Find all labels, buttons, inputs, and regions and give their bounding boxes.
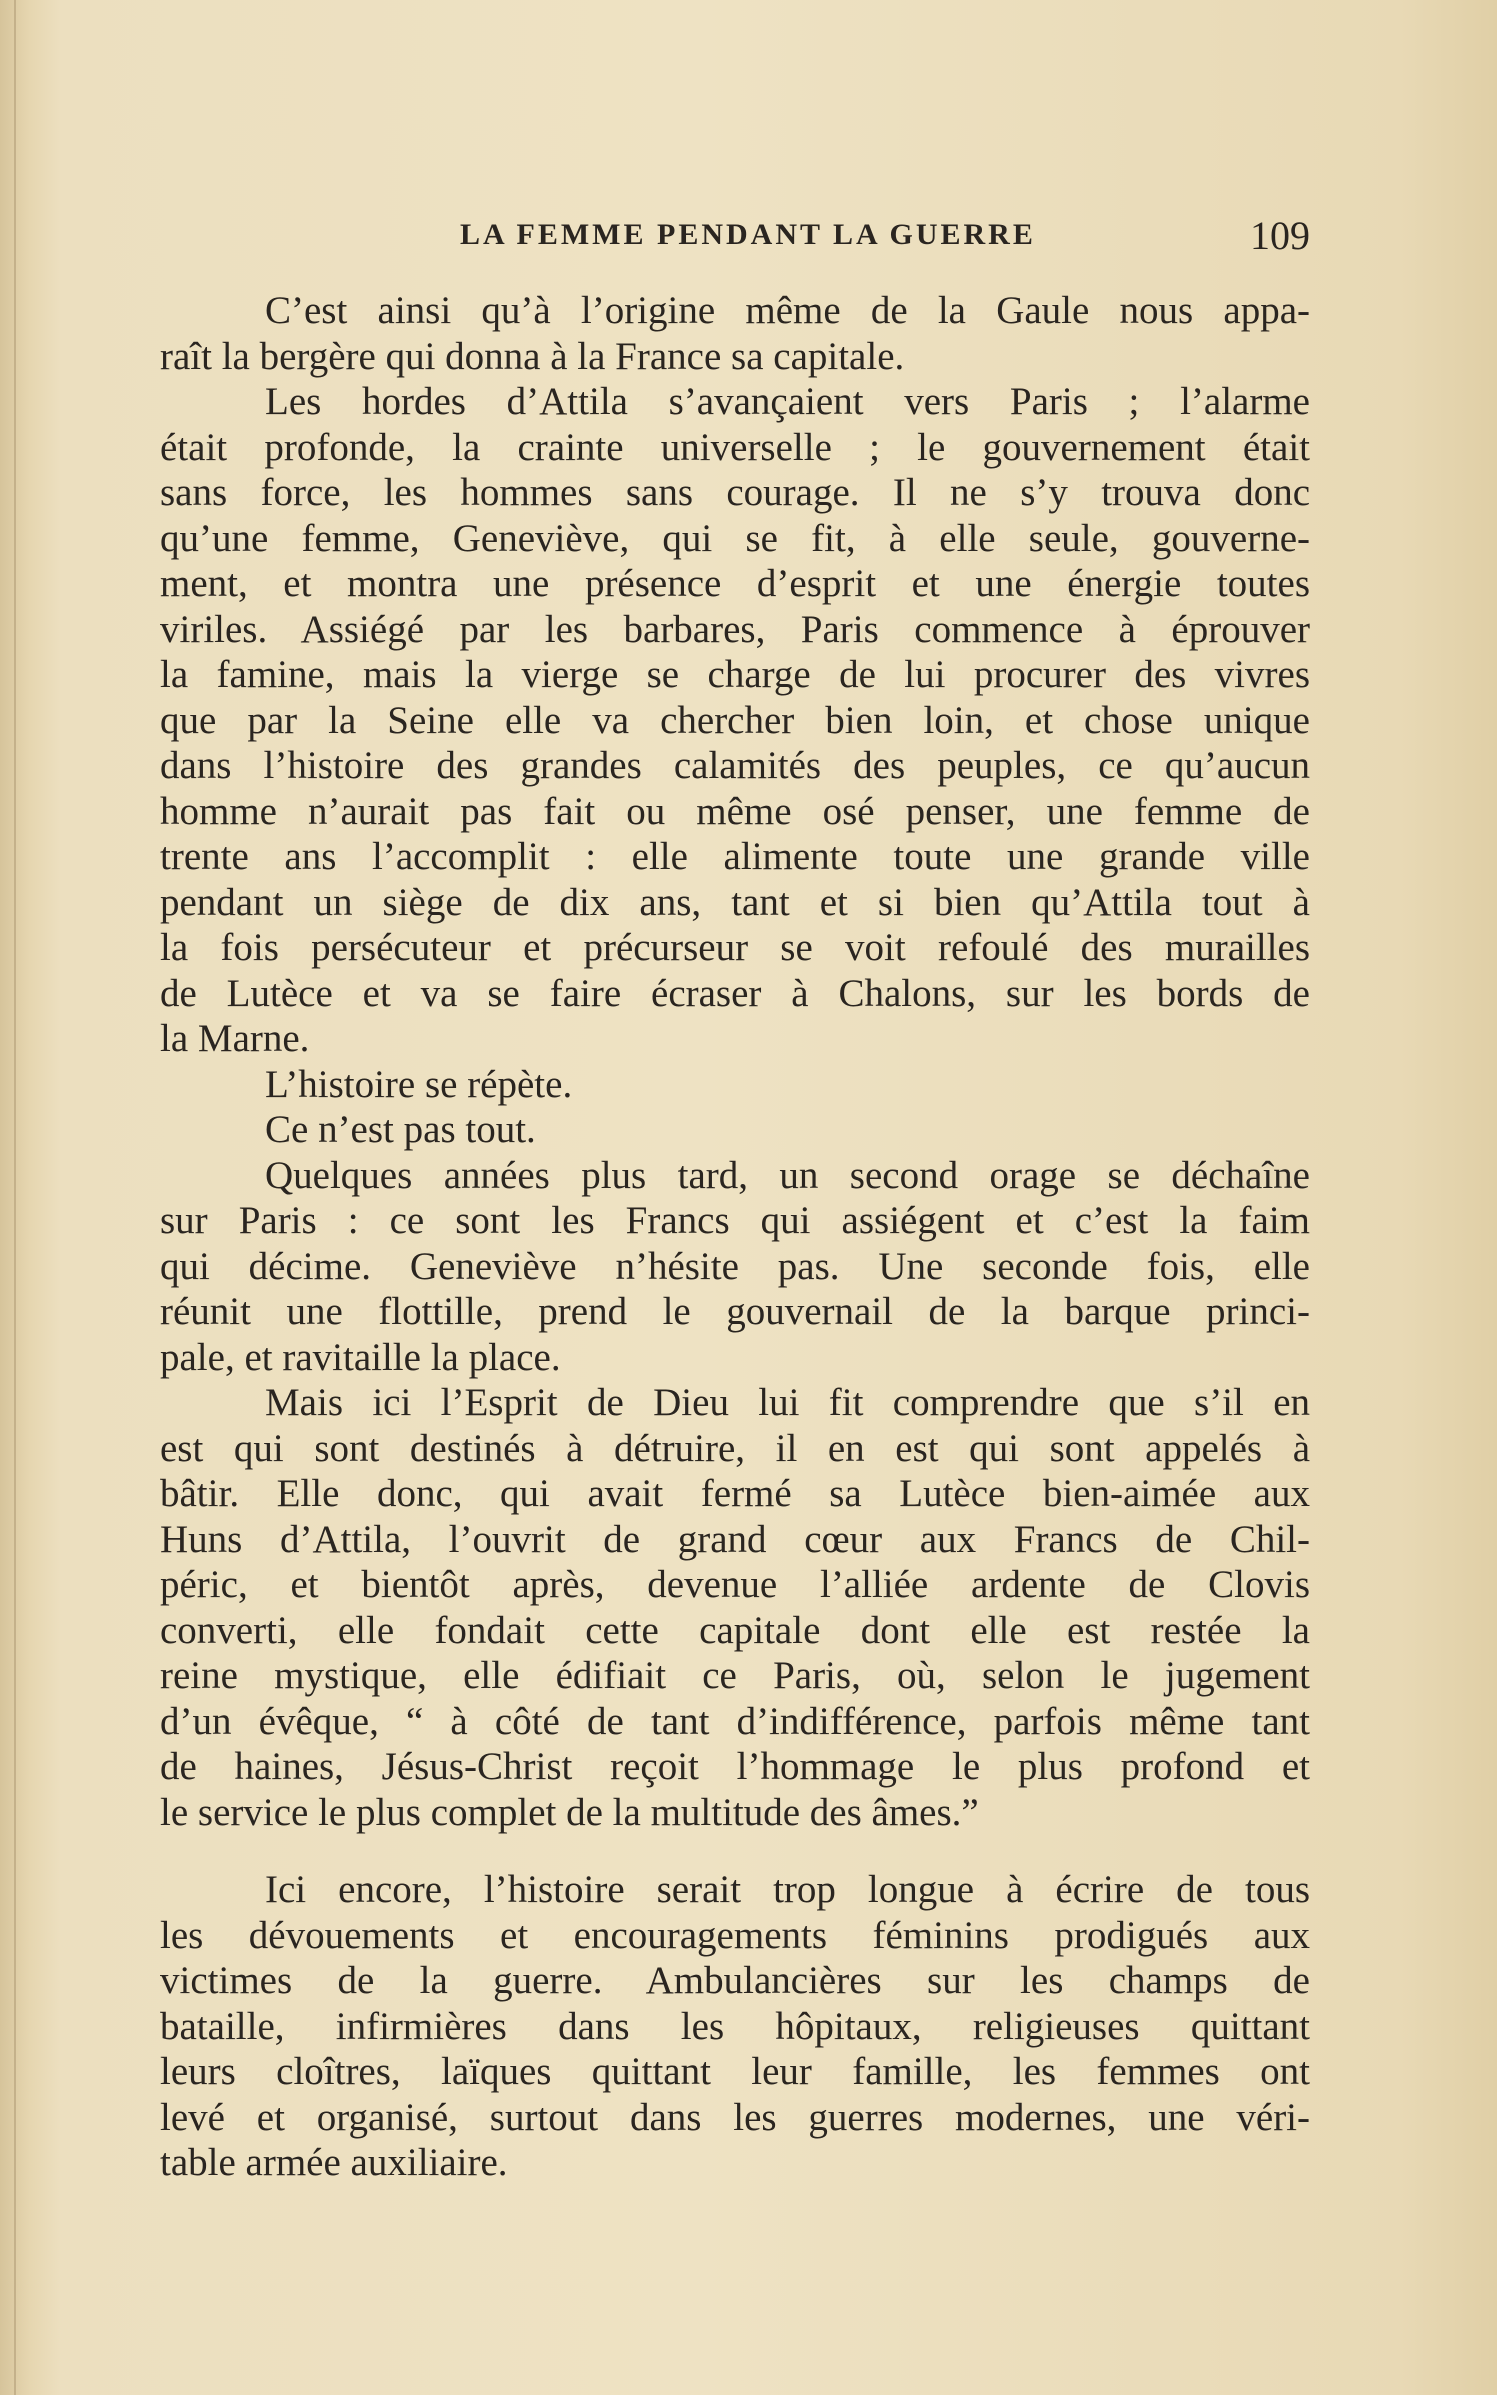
paragraph-gap (160, 1835, 1310, 1867)
paragraph (160, 1153, 1310, 1381)
paragraph (160, 1062, 1310, 1108)
text-line: la Marne. (160, 1017, 310, 1060)
binding-gutter (14, 0, 16, 2395)
text-line: qu’une femme, Geneviève, qui se fit, à elle seule, gouverne- (160, 516, 1310, 560)
text-line: sans force, les hommes sans courage. Il ne s’y trouva donc (160, 471, 1310, 514)
text-line: les dévouements et encouragements féminins prodigués aux (160, 1913, 1310, 1957)
text-line: le service le plus complet de la multitude des âmes.” (160, 1790, 979, 1834)
page-number: 109 (1250, 213, 1310, 258)
text-line: pendant un siège de dix ans, tant et si bien qu’Attila tout à (160, 880, 1310, 924)
text-line: Ce n’est pas tout. (265, 1108, 536, 1151)
paragraph (160, 379, 1310, 1062)
text-line: trente ans l’accomplit : elle alimente toute une grande ville (160, 835, 1310, 878)
page-header (460, 212, 1310, 258)
running-head: LA FEMME PENDANT LA GUERRE (460, 218, 1036, 251)
text-line: converti, elle fondait cette capitale dont elle est restée la (160, 1608, 1310, 1652)
text-line: reine mystique, elle édifiait ce Paris, où, selon le jugement (160, 1654, 1310, 1697)
paragraph (160, 1107, 1310, 1153)
text-line: leurs cloîtres, laïques quittant leur famille, les femmes ont (160, 2050, 1310, 2093)
paragraph (160, 288, 1310, 379)
text-line: L’histoire se répète. (265, 1062, 573, 1106)
body-text (160, 288, 1310, 2186)
paragraph (160, 1867, 1310, 2186)
text-line: homme n’aurait pas fait ou même osé penser, une femme de (160, 789, 1310, 833)
text-line: bâtir. Elle donc, qui avait fermé sa Lutèce bien-aimée aux (160, 1472, 1310, 1515)
text-line: bataille, infirmières dans les hôpitaux, religieuses quittant (160, 2004, 1310, 2048)
text-line: Mais ici l’Esprit de Dieu lui fit comprendre que s’il en (265, 1381, 1310, 1424)
text-line: est qui sont destinés à détruire, il en est qui sont appelés à (160, 1426, 1310, 1470)
text-line: de Lutèce et va se faire écraser à Chalons, sur les bords de (160, 971, 1310, 1015)
text-line: que par la Seine elle va chercher bien loin, et chose unique (160, 698, 1310, 742)
text-line: de haines, Jésus-Christ reçoit l’hommage le plus profond et (160, 1745, 1310, 1788)
text-line: pale, et ravitaille la place. (160, 1335, 561, 1379)
text-line: ment, et montra une présence d’esprit et une énergie toutes (160, 562, 1310, 605)
text-line: la fois persécuteur et précurseur se voit refoulé des murailles (160, 926, 1310, 969)
text-line: C’est ainsi qu’à l’origine même de la Gaule nous appa- (265, 289, 1310, 332)
text-line: table armée auxiliaire. (160, 2141, 508, 2184)
text-line: raît la bergère qui donna à la France sa capitale. (160, 334, 905, 378)
text-line: la famine, mais la vierge se charge de lui procurer des vivres (160, 653, 1310, 696)
text-line: Huns d’Attila, l’ouvrit de grand cœur aux Francs de Chil- (160, 1517, 1310, 1561)
text-line: levé et organisé, surtout dans les guerres modernes, une véri- (160, 2095, 1310, 2139)
text-line: était profonde, la crainte universelle ; le gouvernement était (160, 425, 1310, 469)
text-line: viriles. Assiégé par les barbares, Paris commence à éprouver (160, 607, 1310, 651)
text-line: Quelques années plus tard, un second orage se déchaîne (265, 1153, 1310, 1197)
text-line: qui décime. Geneviève n’hésite pas. Une seconde fois, elle (160, 1244, 1310, 1288)
text-line: sur Paris : ce sont les Francs qui assiégent et c’est la faim (160, 1199, 1310, 1242)
text-line: Les hordes d’Attila s’avançaient vers Paris ; l’alarme (265, 380, 1310, 423)
text-line: dans l’histoire des grandes calamités des peuples, ce qu’aucun (160, 744, 1310, 787)
paragraph (160, 1380, 1310, 1835)
text-line: réunit une flottille, prend le gouvernail de la barque princi- (160, 1290, 1310, 1333)
text-line: Ici encore, l’histoire serait trop longue à écrire de tous (265, 1868, 1310, 1911)
text-line: péric, et bientôt après, devenue l’alliée ardente de Clovis (160, 1563, 1310, 1606)
text-line: victimes de la guerre. Ambulancières sur les champs de (160, 1959, 1310, 2002)
text-line: d’un évêque, “ à côté de tant d’indifférence, parfois même tant (160, 1699, 1310, 1743)
